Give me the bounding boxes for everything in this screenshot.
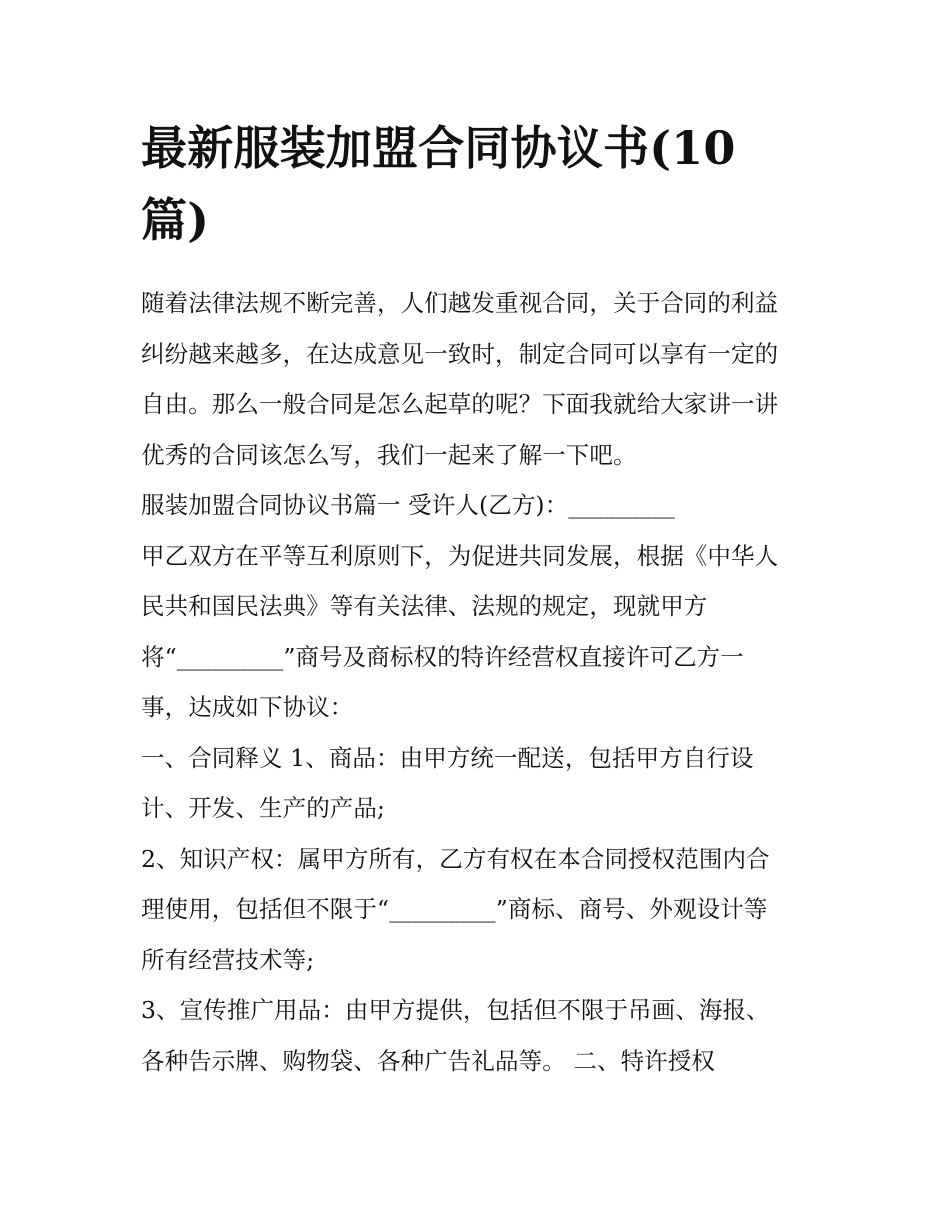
body-line-7: 民共和国民法典》等有关法律、法规的规定，现就甲方 — [141, 592, 708, 620]
body-line-10: 一、合同释义 1、商品：由甲方统一配送，包括甲方自行设 — [141, 743, 754, 772]
document-title — [141, 112, 813, 256]
body-line-3: 自由。那么一般合同是怎么起草的呢？下面我就给大家讲一讲 — [141, 390, 779, 418]
body-line-9: 事，达成如下协议： — [141, 693, 354, 721]
body-line-6: 甲乙双方在平等互利原则下，为促进共同发展，根据《中华人 — [141, 541, 779, 570]
body-line-14: 所有经营技术等; — [141, 945, 315, 974]
title-line-1: 最新服装加盟合同协议书(10 — [141, 121, 736, 175]
body-line-2: 纠纷越来越多，在达成意见一致时，制定合同可以享有一定的 — [141, 339, 779, 368]
body-line-11: 计、开发、生产的产品; — [141, 794, 386, 822]
body-line-13: 理使用，包括但不限于“_________”商标、商号、外观设计等 — [141, 895, 768, 923]
document-content — [141, 112, 813, 1086]
body-line-12: 2、知识产权：属甲方所有，乙方有权在本合同授权范围内合 — [141, 844, 770, 873]
body-line-1: 随着法律法规不断完善，人们越发重视合同，关于合同的利益 — [141, 289, 779, 317]
body-line-8: 将“_________”商号及商标权的特许经营权直接许可乙方一 — [141, 642, 744, 671]
body-line-5: 服装加盟合同协议书篇一 受许人(乙方)：_________ — [141, 491, 675, 519]
body-line-16: 各种告示牌、购物袋、各种广告礼品等。 二、特许授权 — [141, 1046, 715, 1075]
title-line-2: 篇) — [141, 193, 210, 247]
document-body — [141, 278, 813, 1086]
body-line-15: 3、宣传推广用品：由甲方提供，包括但不限于吊画、海报、 — [141, 996, 770, 1024]
body-line-4: 优秀的合同该怎么写，我们一起来了解一下吧。 — [141, 440, 637, 469]
